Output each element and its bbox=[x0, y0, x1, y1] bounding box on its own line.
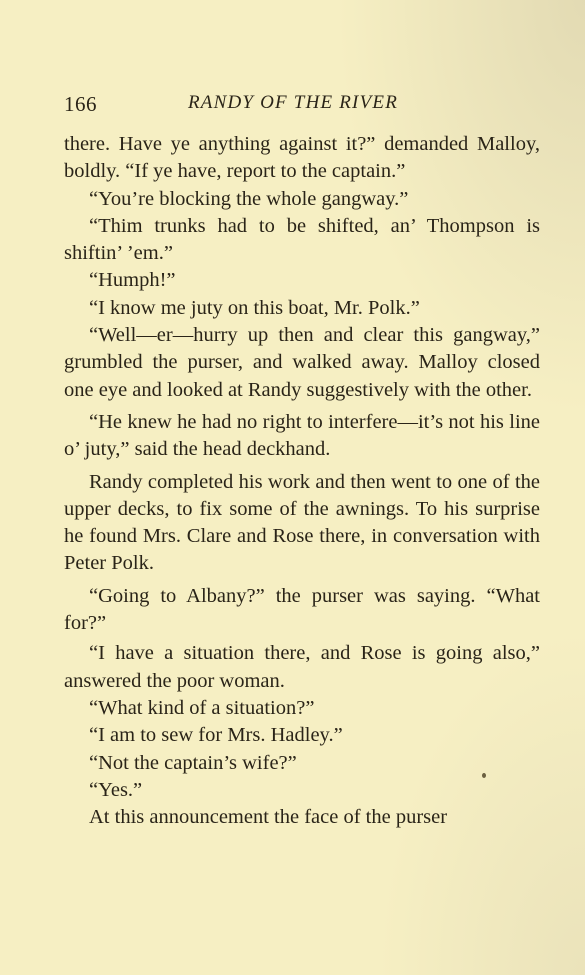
paragraph: “I am to sew for Mrs. Hadley.” bbox=[89, 724, 343, 747]
paragraph: “Going to Albany?” the purser was saying. “What for?” bbox=[64, 584, 540, 635]
paragraph: “You’re blocking the whole gangway.” bbox=[89, 187, 409, 210]
page-number: 166 bbox=[64, 92, 97, 116]
body-text bbox=[64, 131, 540, 831]
paragraph: there. Have ye anything against it?” demanded Malloy, boldly. “If ye have, report to the captain.” bbox=[64, 133, 540, 183]
paragraph: “Thim trunks had to be shifted, an’ Thompson is shiftin’ ’em.” bbox=[64, 214, 540, 265]
paragraph: “What kind of a situation?” bbox=[89, 696, 315, 719]
paragraph: “Yes.” bbox=[89, 778, 143, 801]
paragraph: “I have a situation there, and Rose is going also,” answered the poor woman. bbox=[64, 642, 540, 692]
paragraph: “Humph!” bbox=[89, 269, 176, 292]
paragraph: At this announcement the face of the purser bbox=[89, 806, 448, 829]
paragraph: “I know me juty on this boat, Mr. Polk.” bbox=[89, 296, 420, 319]
paragraph: “He knew he had no right to interfere—it’s not his line o’ juty,” said the head deckhand. bbox=[64, 410, 540, 461]
paragraph: Randy completed his work and then went to one of the upper decks, to fix some of the awnings. To his surprise he found Mrs. Clare and Rose there, in conversation with Peter Polk. bbox=[64, 470, 540, 575]
paragraph: “Well—er—hurry up then and clear this gangway,” grumbled the purser, and walked away. Malloy closed one eye and looked at Randy suggestively with the other. bbox=[64, 324, 540, 401]
paragraph: “Not the captain’s wife?” bbox=[89, 751, 297, 774]
ink-speck bbox=[482, 773, 486, 778]
running-head: RANDY OF THE RIVER bbox=[188, 92, 398, 113]
page-header bbox=[64, 92, 544, 122]
